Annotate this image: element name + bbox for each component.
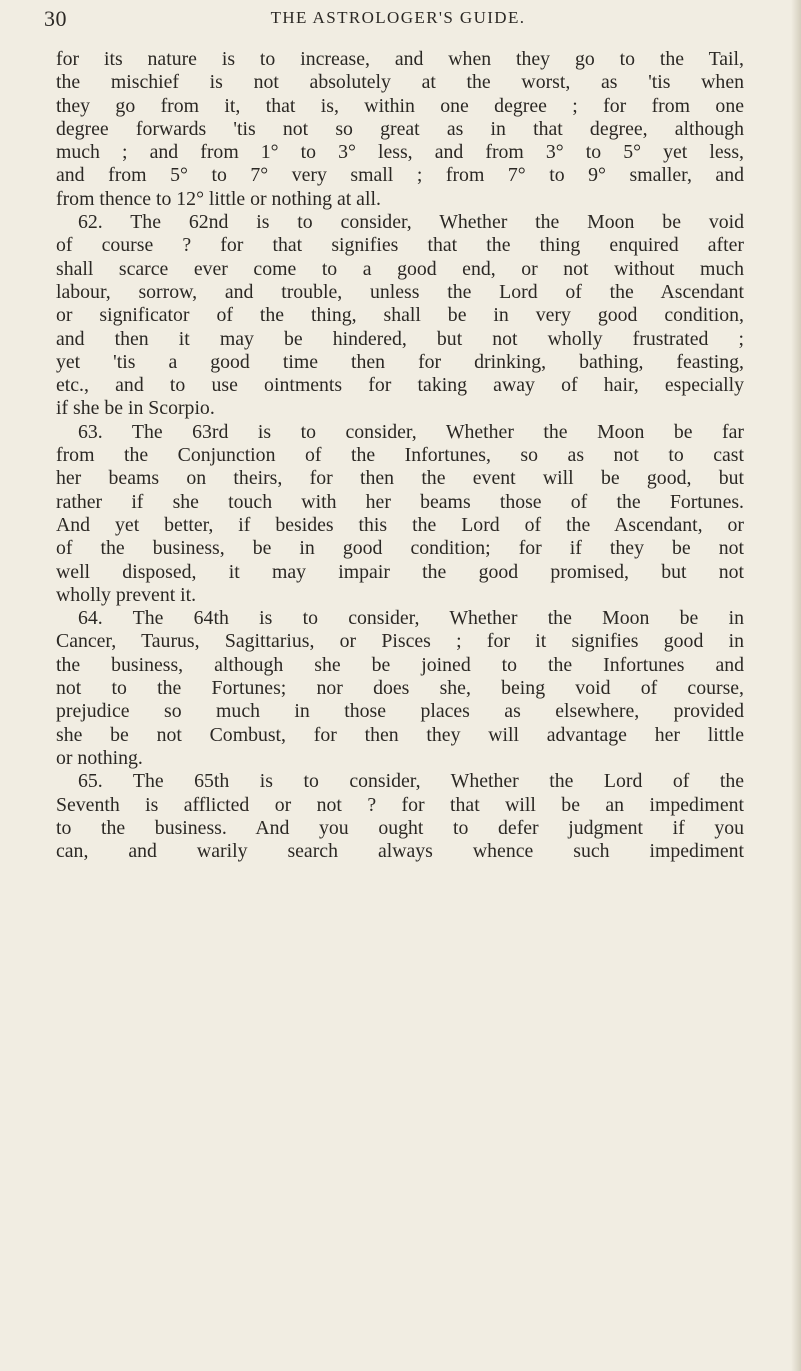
body-text (56, 48, 744, 863)
text-line: not to the Fortunes; nor does she, being void of course, (56, 677, 744, 700)
text-line: of course ? for that signifies that the thing enquired after (56, 234, 744, 257)
page-number: 30 (44, 6, 67, 31)
text-line: And yet better, if besides this the Lord of the Ascendant, or (56, 513, 744, 536)
text-line: degree forwards 'tis not so great as in that degree, although (56, 117, 744, 140)
text-line: or significator of the thing, shall be in very good condition, (56, 304, 744, 327)
paragraph-62-start: 62. The 62nd is to consider, Whether the Moon be void (78, 211, 744, 234)
text-line: can, and warily search always whence such impediment (56, 840, 744, 863)
text-line: the mischief is not absolutely at the worst, as 'tis when (56, 71, 744, 94)
text-line: Cancer, Taurus, Sagittarius, or Pisces ; for it signifies good in (56, 630, 744, 653)
text-line: labour, sorrow, and trouble, unless the Lord of the Ascendant (56, 280, 744, 303)
text-line: rather if she touch with her beams those of the Fortunes. (56, 490, 744, 513)
page-header (44, 6, 744, 36)
text-line: if she be in Scorpio. (56, 397, 215, 420)
paragraph-64-start: 64. The 64th is to consider, Whether the Moon be in (78, 607, 744, 630)
text-line: the business, although she be joined to the Infortunes and (56, 653, 744, 676)
text-line: shall scarce ever come to a good end, or not without much (56, 257, 744, 280)
text-line: yet 'tis a good time then for drinking, bathing, feasting, (56, 350, 744, 373)
text-line: they go from it, that is, within one degree ; for from one (56, 94, 744, 117)
text-line: or nothing. (56, 746, 143, 769)
paragraph-63-start: 63. The 63rd is to consider, Whether the Moon be far (78, 420, 744, 443)
text-line: wholly prevent it. (56, 583, 197, 606)
text-line: Seventh is afflicted or not ? for that will be an impediment (56, 793, 744, 816)
text-line: of the business, be in good condition; for if they be not (56, 537, 744, 560)
text-line: to the business. And you ought to defer judgment if you (56, 816, 744, 839)
text-line: from thence to 12° little or nothing at all. (56, 187, 381, 210)
text-line: much ; and from 1° to 3° less, and from 3° to 5° yet less, (56, 141, 744, 164)
text-line: she be not Combust, for then they will advantage her little (56, 723, 744, 746)
paragraph-65-start: 65. The 65th is to consider, Whether the Lord of the (78, 770, 744, 793)
text-line: from the Conjunction of the Infortunes, so as not to cast (56, 444, 744, 467)
text-line: and from 5° to 7° very small ; from 7° to 9° smaller, and (56, 164, 744, 187)
running-head: THE ASTROLOGER'S GUIDE. (270, 8, 526, 27)
text-line: for its nature is to increase, and when they go to the Tail, (56, 48, 744, 70)
text-line: well disposed, it may impair the good promised, but not (56, 560, 744, 583)
text-line: etc., and to use ointments for taking away of hair, especially (56, 374, 744, 397)
text-line: her beams on theirs, for then the event will be good, but (56, 467, 744, 490)
page-edge-shadow (791, 0, 801, 1371)
text-line: prejudice so much in those places as elsewhere, provided (56, 700, 744, 723)
text-line: and then it may be hindered, but not wholly frustrated ; (56, 327, 744, 350)
